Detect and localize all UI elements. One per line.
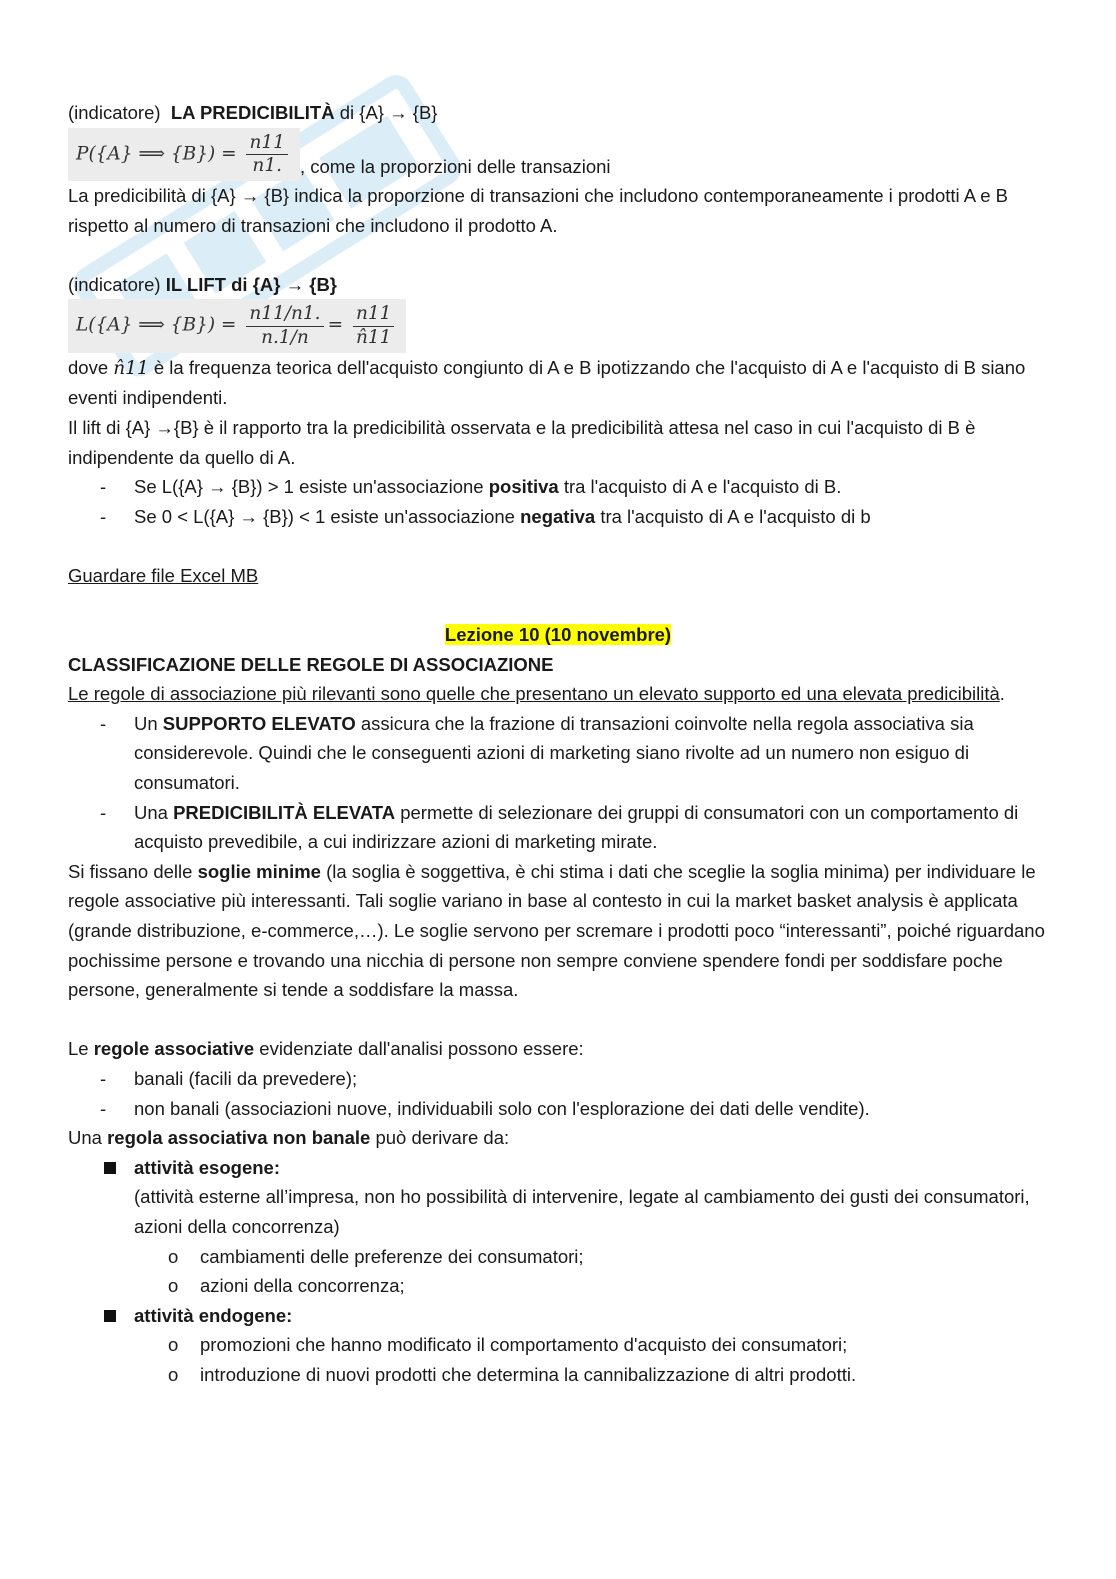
square-bullet-icon	[104, 1310, 116, 1322]
square-bullet-icon	[104, 1162, 116, 1174]
section-intro: Le regole di associazione più rilevanti sono quelle che presentano un elevato supporto ed una elevata predicibilità.	[68, 683, 1005, 705]
list-item: o introduzione di nuovi prodotti che determina la cannibalizzazione di altri prodotti.	[134, 1360, 1048, 1390]
predicibilita-heading: (indicatore) LA PREDICIBILITÀ di {A} → {B}	[68, 102, 438, 123]
circle-bullet-icon: o	[168, 1245, 179, 1267]
formula-fraction: $\frac{n11/n1.}{n.1/n}$	[246, 303, 323, 348]
list-item: attività esogene: (attività esterne all’impresa, non ho possibilità di intervenire, legate al cambiamento dei gusti dei consumatori, azioni della concorrenza) o cambiamenti delle preferenze dei consumatori; o azioni della concorrenza;	[68, 1153, 1048, 1301]
predicibilita-formula: P({A} ⟹ {B}) = $\frac{n11}{n1.}$	[68, 128, 300, 181]
excel-file-link[interactable]: Guardare file Excel MB	[68, 564, 259, 586]
soglie-paragraph: Si fissano delle soglie minime (la soglia è soggettiva, è chi stima i dati che sceglie la soglia minima) per individuare le regole associative più interessanti. Tali soglie variano in base al contesto in cui la market basket analysis è applicata (grande distribuzione, e-commerce,…). Le soglie servono per scremare i prodotti poco “interessanti”, poiché riguardano pochissime persone e trovando una nicchia di persone non sempre conviene spendere fondi per soddisfare poche persone, generalmente si tende a soddisfare la massa.	[68, 860, 1045, 1001]
rules-types-list	[68, 1064, 1048, 1123]
predicibilita-formula-line: P({A} ⟹ {B}) = $\frac{n11}{n1.}$ , come la proporzioni delle transazioni	[68, 128, 1048, 181]
non-banal-intro: Una regola associativa non banale può derivare da:	[68, 1127, 510, 1149]
list-item: - Se 0 < L({A} → {B}) < 1 esiste un'associazione negativa tra l'acquisto di A e l'acquisto di b	[68, 502, 1048, 532]
circle-bullet-icon: o	[168, 1334, 179, 1356]
criteria-list	[68, 709, 1048, 857]
list-item: o azioni della concorrenza;	[134, 1271, 1048, 1301]
list-item: o cambiamenti delle preferenze dei consumatori;	[134, 1242, 1048, 1272]
predicibilita-description: La predicibilità di {A} → {B} indica la proporzione di transazioni che includono contemporaneamente i prodotti A e B rispetto al numero di transazioni che includono il prodotto A.	[68, 184, 1008, 236]
list-item: - Se L({A} → {B}) > 1 esiste un'associazione positiva tra l'acquisto di A e l'acquisto di B.	[68, 472, 1048, 502]
exogenous-items	[134, 1242, 1048, 1301]
list-item: - non banali (associazioni nuove, individuabili solo con l'esplorazione dei dati delle vendite).	[68, 1094, 1048, 1124]
lift-definition: dove n̂11 è la frequenza teorica dell'acquisto congiunto di A e B ipotizzando che l'acquisto di A e l'acquisto di B siano eventi indipendenti.	[68, 356, 1026, 409]
list-item: - Un SUPPORTO ELEVATO assicura che la frazione di transazioni coinvolte nella regola associativa sia considerevole. Quindi che le conseguenti azioni di marketing siano rivolte ad un numero non esiguo di consumatori.	[68, 709, 1048, 798]
lift-formula-line	[68, 299, 1048, 352]
lift-heading: (indicatore) IL LIFT di {A} → {B}	[68, 273, 338, 295]
formula-fraction: $\frac{n11}{n1.}$	[246, 132, 287, 177]
endogenous-items	[134, 1330, 1048, 1389]
activities-list	[68, 1153, 1048, 1390]
arrow-icon: →	[389, 102, 408, 123]
lift-formula: L({A} ⟹ {B}) = $\frac{n11/n1.}{n.1/n}$ = $\frac{n11}{n̂11}$	[68, 299, 406, 352]
document-page	[68, 98, 1048, 1390]
lesson-title: Lezione 10 (10 novembre)	[444, 624, 672, 646]
list-item: o promozioni che hanno modificato il comportamento d'acquisto dei consumatori;	[134, 1330, 1048, 1360]
lift-description: Il lift di {A} →{B} è il rapporto tra la predicibilità osservata e la predicibilità attesa nel caso in cui l'acquisto di B è indipendente da quello di A.	[68, 416, 976, 468]
circle-bullet-icon: o	[168, 1363, 179, 1385]
lift-conditions-list	[68, 472, 1048, 531]
list-item: attività endogene: o promozioni che hanno modificato il comportamento d'acquisto dei consumatori; o introduzione di nuovi prodotti che determina la cannibalizzazione di altri prodotti.	[68, 1301, 1048, 1390]
list-item: - banali (facili da prevedere);	[68, 1064, 1048, 1094]
rules-intro: Le regole associative evidenziate dall'analisi possono essere:	[68, 1038, 584, 1060]
formula-fraction: $\frac{n11}{n̂11}$	[353, 303, 394, 348]
circle-bullet-icon: o	[168, 1275, 179, 1297]
arrow-icon: →	[285, 273, 305, 295]
section-heading: CLASSIFICAZIONE DELLE REGOLE DI ASSOCIAZIONE	[68, 653, 554, 675]
list-item: - Una PREDICIBILITÀ ELEVATA permette di selezionare dei gruppi di consumatori con un comportamento di acquisto prevedibile, a cui indirizzare azioni di marketing mirate.	[68, 798, 1048, 857]
